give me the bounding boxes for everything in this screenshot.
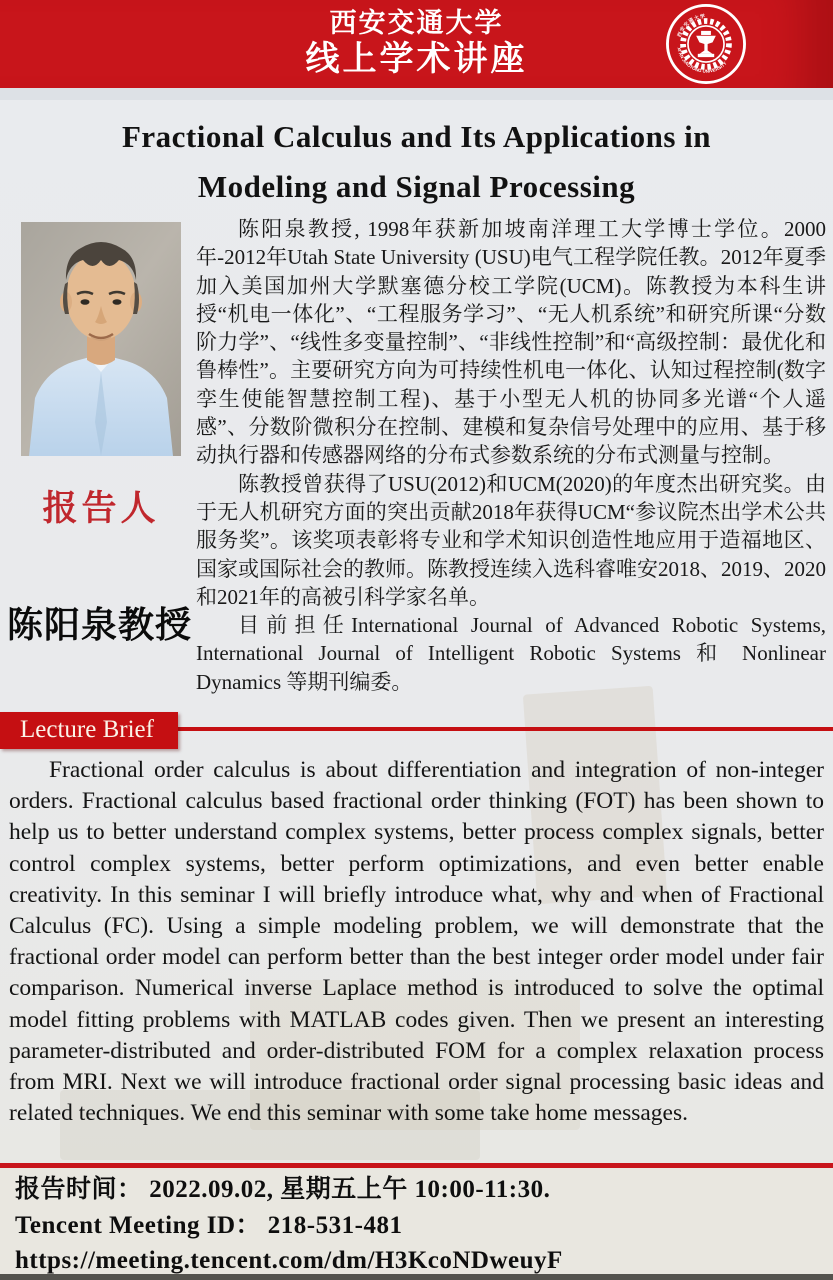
speaker-bio: [196, 215, 826, 696]
lecture-title: [0, 112, 833, 212]
brief-paragraph: Fractional order calculus is about differentiation and integration of non-integer orders. Fractional calculus based fractional order thinking (FOT) has been shown to help us to better understand complex systems, better process complex signals, better control complex systems, better perform optimizations, and even better enable creativity. In this seminar I will briefly introduce what, why and when of Fractional Calculus (FC). Using a simple modeling problem, we will demonstrate that the fractional order model can perform better than the best integer order model under fair comparison. Numerical inverse Laplace method is introduced to solve the optimal model fitting problems with MATLAB codes given. Then we present an interesting parameter-distributed and order-distributed FOM for a complex relaxation process from MRI. Next we will introduce fractional order signal processing basic ideas and related techniques. We end this seminar with some take home messages.: [9, 757, 824, 1127]
bio-paragraph-2: 陈教授曾获得了USU(2012)和UCM(2020)的年度杰出研究奖。由于无人机研究方面的突出贡献2018年获得UCM“参议院杰出学术公共服务奖”。该奖项表彰将专业和学术知识创造性地应用于造福地区、国家或国际社会的教师。陈教授连续入选科睿唯安2018、2019、2020和2021年的高被引科学家名单。: [196, 471, 826, 609]
meeting-time: 报告时间： 2022.09.02, 星期五上午 10:00-11:30.: [15, 1176, 551, 1203]
seal-top-text: 西安交通大学: [677, 14, 707, 39]
meeting-link-row: [15, 1243, 833, 1279]
lecture-brief-body: [9, 755, 824, 1129]
header-banner: [0, 0, 833, 88]
footer-meeting-info: [0, 1163, 833, 1280]
speaker-photo: [21, 222, 181, 456]
lecture-brief-heading: Lecture Brief: [0, 712, 178, 749]
speaker-role-label: 报告人: [42, 489, 160, 528]
meeting-id: Tencent Meeting ID： 218-531-481: [15, 1211, 403, 1239]
event-name: 线上学术讲座: [305, 40, 528, 78]
lecture-brief-header: [0, 712, 833, 750]
bio-paragraph-1: 陈阳泉教授, 1998年获新加坡南洋理工大学博士学位。2000年-2012年Utah State University (USU)电气工程学院任教。2012年夏季加入美国加州大学默塞德分校工学院(UCM)。陈教授为本科生讲授“机电一体化”、“工程服务学习”、“无人机系统”和研究所课“分数阶力学”、“线性多变量控制”、“非线性控制”和“高级控制：最优化和鲁棒性”。主要研究方向为可持续性机电一体化、认知过程控制(数字孪生使能智慧控制工程)、基于小型无人机的协同多光谱“个人遥感”、分数阶微积分在控制、建模和复杂信号处理中的应用、基于移动执行器和传感器网络的分布式参数系统的分布式测量与控制。: [196, 217, 826, 468]
anvil-icon: [696, 31, 716, 57]
meeting-url-link[interactable]: https://meeting.tencent.com/dm/H3KcoNDweuyF: [15, 1247, 563, 1274]
university-name: 西安交通大学: [329, 8, 504, 38]
lecture-title-line2: Modeling and Signal Processing: [197, 169, 636, 204]
lecture-title-line1: Fractional Calculus and Its Applications in: [121, 119, 712, 154]
university-seal-icon: [665, 3, 747, 85]
seal-bottom-text: XI'AN JIAOTONG UNIVERSITY: [676, 46, 728, 74]
header-divider: [0, 88, 833, 100]
brief-rule-line: [176, 727, 833, 731]
bio-paragraph-3: 目前担任International Journal of Advanced Robotic Systems, International Journal of Intelligent Robotic Systems 和 Nonlinear Dynamics 等期刊编委。: [196, 613, 826, 694]
speaker-name: 陈阳泉教授: [7, 604, 193, 645]
